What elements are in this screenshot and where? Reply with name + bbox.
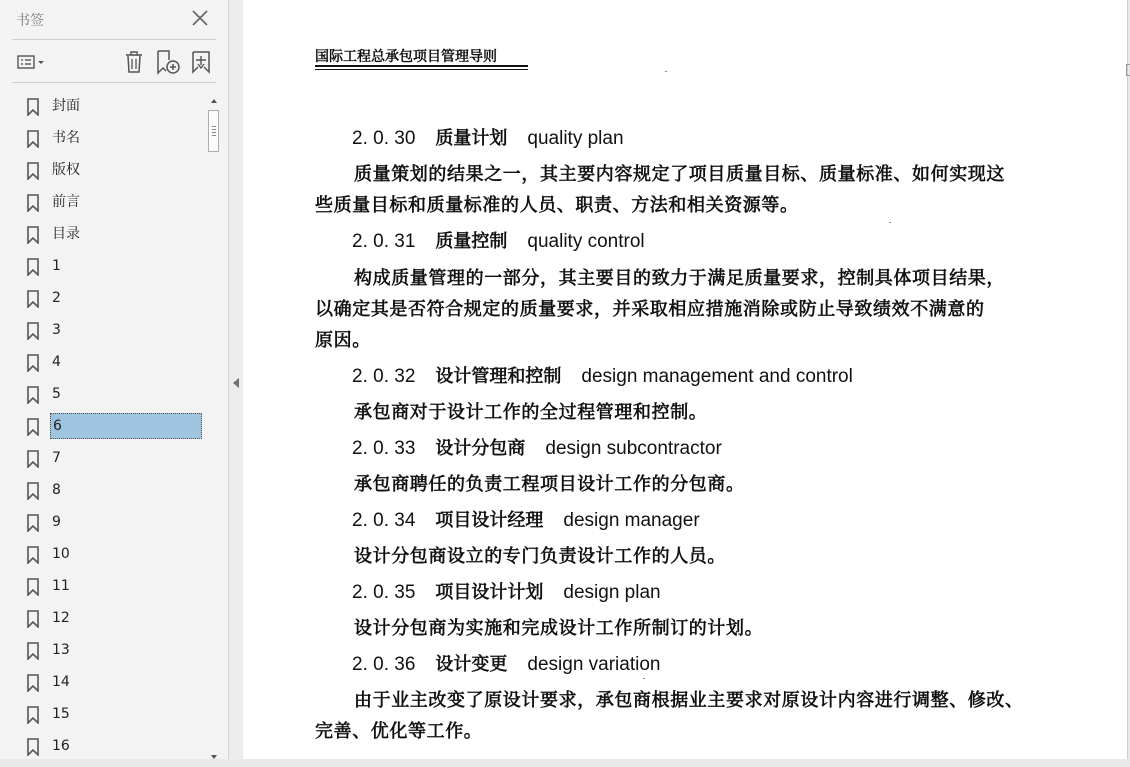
bookmark-label: 1 bbox=[52, 258, 61, 274]
bookmark-icon bbox=[26, 354, 40, 372]
scroll-down-icon[interactable] bbox=[207, 748, 221, 760]
bookmark-label: 15 bbox=[52, 706, 70, 722]
term-number: 2. 0. 30 bbox=[352, 128, 416, 149]
term-english: design variation bbox=[527, 654, 661, 675]
bookmark-label: 书名 bbox=[52, 130, 80, 146]
collapse-panel-icon[interactable] bbox=[233, 378, 239, 388]
term-heading bbox=[352, 506, 700, 532]
bookmark-scrollbar[interactable] bbox=[207, 90, 221, 759]
definition-line: 由于业主改变了原设计要求，承包商根据业主要求对原设计内容进行调整、修改、 bbox=[354, 690, 1024, 711]
document-header: 国际工程总承包项目管理导则 bbox=[315, 49, 497, 65]
divider bbox=[12, 82, 216, 83]
bookmark-icon bbox=[26, 194, 40, 212]
bookmark-icon bbox=[26, 514, 40, 532]
term-chinese: 质量计划 bbox=[435, 128, 508, 149]
definition-line: 些质量目标和质量标准的人员、职责、方法和相关资源等。 bbox=[315, 195, 799, 216]
bookmark-label: 封面 bbox=[52, 98, 80, 114]
close-icon[interactable] bbox=[190, 8, 210, 28]
bookmark-item[interactable] bbox=[0, 156, 206, 184]
bookmark-icon bbox=[26, 418, 40, 436]
document-page bbox=[243, 0, 1127, 759]
panel-splitter[interactable] bbox=[229, 0, 243, 759]
definition-line: 设计分包商为实施和完成设计工作所制订的计划。 bbox=[354, 618, 764, 639]
bookmark-item[interactable] bbox=[0, 380, 206, 408]
bookmark-label: 9 bbox=[52, 514, 61, 530]
bookmark-icon bbox=[26, 482, 40, 500]
bookmark-icon bbox=[26, 226, 40, 244]
bookmark-icon bbox=[26, 546, 40, 564]
bookmark-item[interactable] bbox=[0, 604, 206, 632]
bookmark-item[interactable] bbox=[0, 700, 206, 728]
bookmarks-title: 书签 bbox=[16, 13, 44, 29]
bookmark-icon bbox=[26, 322, 40, 340]
bookmark-icon bbox=[26, 98, 40, 116]
bookmarks-panel bbox=[0, 0, 229, 759]
bookmark-icon bbox=[26, 450, 40, 468]
bookmark-item[interactable] bbox=[0, 732, 206, 759]
scan-speck bbox=[665, 71, 667, 72]
term-chinese: 项目设计经理 bbox=[435, 510, 544, 531]
term-number: 2. 0. 33 bbox=[352, 438, 416, 459]
bookmark-label: 10 bbox=[52, 546, 70, 562]
bookmark-icon bbox=[26, 642, 40, 660]
term-heading bbox=[352, 578, 661, 604]
bookmarks-toolbar bbox=[0, 44, 228, 80]
definition-line: 完善、优化等工作。 bbox=[315, 721, 483, 742]
bookmark-label: 4 bbox=[52, 354, 61, 370]
bookmark-icon bbox=[26, 290, 40, 308]
scan-speck bbox=[889, 222, 891, 223]
bookmark-item[interactable] bbox=[0, 124, 206, 152]
definition-line: 以确定其是否符合规定的质量要求，并采取相应措施消除或防止导致绩效不满意的 bbox=[315, 299, 985, 320]
bookmark-label: 7 bbox=[52, 450, 61, 466]
bookmark-label: 前言 bbox=[52, 194, 80, 210]
bookmark-label: 12 bbox=[52, 610, 70, 626]
bookmark-icon bbox=[26, 162, 40, 180]
bookmark-label: 6 bbox=[50, 413, 202, 439]
bookmark-icon bbox=[26, 130, 40, 148]
term-number: 2. 0. 31 bbox=[352, 231, 416, 252]
bookmark-icon bbox=[26, 578, 40, 596]
term-heading bbox=[352, 227, 645, 253]
scroll-up-icon[interactable] bbox=[207, 92, 221, 104]
term-number: 2. 0. 34 bbox=[352, 510, 416, 531]
bookmark-item[interactable] bbox=[0, 412, 206, 440]
bookmark-item[interactable] bbox=[0, 284, 206, 312]
term-english: design management and control bbox=[581, 366, 853, 387]
term-english: design plan bbox=[563, 582, 661, 603]
bookmark-icon bbox=[26, 610, 40, 628]
bookmark-settings-icon[interactable] bbox=[187, 48, 215, 76]
term-english: quality plan bbox=[527, 128, 624, 149]
term-number: 2. 0. 36 bbox=[352, 654, 416, 675]
term-heading bbox=[352, 362, 853, 388]
term-number: 2. 0. 35 bbox=[352, 582, 416, 603]
bookmark-label: 8 bbox=[52, 482, 61, 498]
term-chinese: 项目设计计划 bbox=[435, 582, 544, 603]
bookmark-item[interactable] bbox=[0, 636, 206, 664]
bookmark-item[interactable] bbox=[0, 508, 206, 536]
bookmark-icon bbox=[26, 674, 40, 692]
term-chinese: 质量控制 bbox=[435, 231, 508, 252]
term-heading bbox=[352, 124, 624, 150]
page-corner bbox=[1126, 64, 1130, 76]
bookmark-item[interactable] bbox=[0, 668, 206, 696]
bookmark-item[interactable] bbox=[0, 572, 206, 600]
term-chinese: 设计分包商 bbox=[435, 438, 526, 459]
bookmarks-header bbox=[0, 0, 228, 38]
bookmark-item[interactable] bbox=[0, 252, 206, 280]
add-bookmark-icon[interactable] bbox=[154, 48, 182, 76]
bookmark-icon bbox=[26, 258, 40, 276]
bookmark-label: 16 bbox=[52, 738, 70, 754]
bookmark-list bbox=[0, 90, 206, 759]
term-english: quality control bbox=[527, 231, 645, 252]
bookmark-item[interactable] bbox=[0, 316, 206, 344]
bookmark-label: 13 bbox=[52, 642, 70, 658]
definition-line: 承包商对于设计工作的全过程管理和控制。 bbox=[354, 402, 708, 423]
bookmark-item[interactable] bbox=[0, 476, 206, 504]
delete-bookmark-icon[interactable] bbox=[120, 48, 148, 76]
term-heading bbox=[352, 434, 722, 460]
header-underline bbox=[315, 69, 528, 70]
bookmark-item[interactable] bbox=[0, 348, 206, 376]
divider bbox=[12, 39, 216, 40]
term-english: design manager bbox=[563, 510, 700, 531]
bookmark-icon bbox=[26, 386, 40, 404]
term-chinese: 设计管理和控制 bbox=[435, 366, 562, 387]
definition-line: 质量策划的结果之一，其主要内容规定了项目质量目标、质量标准、如何实现这 bbox=[354, 164, 1005, 185]
header-underline bbox=[315, 65, 528, 67]
bookmark-icon bbox=[26, 706, 40, 724]
bookmark-item[interactable] bbox=[0, 220, 206, 248]
term-english: design subcontractor bbox=[545, 438, 722, 459]
definition-line: 构成质量管理的一部分，其主要目的致力于满足质量要求，控制具体项目结果， bbox=[354, 268, 1005, 289]
bookmark-label: 2 bbox=[52, 290, 61, 306]
bookmark-label: 11 bbox=[52, 578, 70, 594]
bookmark-label: 14 bbox=[52, 674, 70, 690]
bookmark-item[interactable] bbox=[0, 444, 206, 472]
term-number: 2. 0. 32 bbox=[352, 366, 416, 387]
term-heading bbox=[352, 650, 660, 676]
scrollbar-thumb[interactable] bbox=[208, 110, 219, 152]
bookmark-item[interactable] bbox=[0, 188, 206, 216]
bookmark-label: 目录 bbox=[52, 226, 80, 242]
bookmark-icon bbox=[26, 738, 40, 756]
term-chinese: 设计变更 bbox=[435, 654, 508, 675]
scan-speck bbox=[643, 678, 645, 679]
definition-line: 承包商聘任的负责工程项目设计工作的分包商。 bbox=[354, 474, 745, 495]
definition-line: 原因。 bbox=[315, 330, 371, 351]
bookmark-label: 3 bbox=[52, 322, 61, 338]
bookmark-item[interactable] bbox=[0, 540, 206, 568]
bookmark-item[interactable] bbox=[0, 92, 206, 120]
definition-line: 设计分包商设立的专门负责设计工作的人员。 bbox=[354, 546, 726, 567]
options-menu-icon[interactable] bbox=[16, 48, 44, 76]
bookmark-label: 版权 bbox=[52, 162, 80, 178]
bookmark-label: 5 bbox=[52, 386, 61, 402]
